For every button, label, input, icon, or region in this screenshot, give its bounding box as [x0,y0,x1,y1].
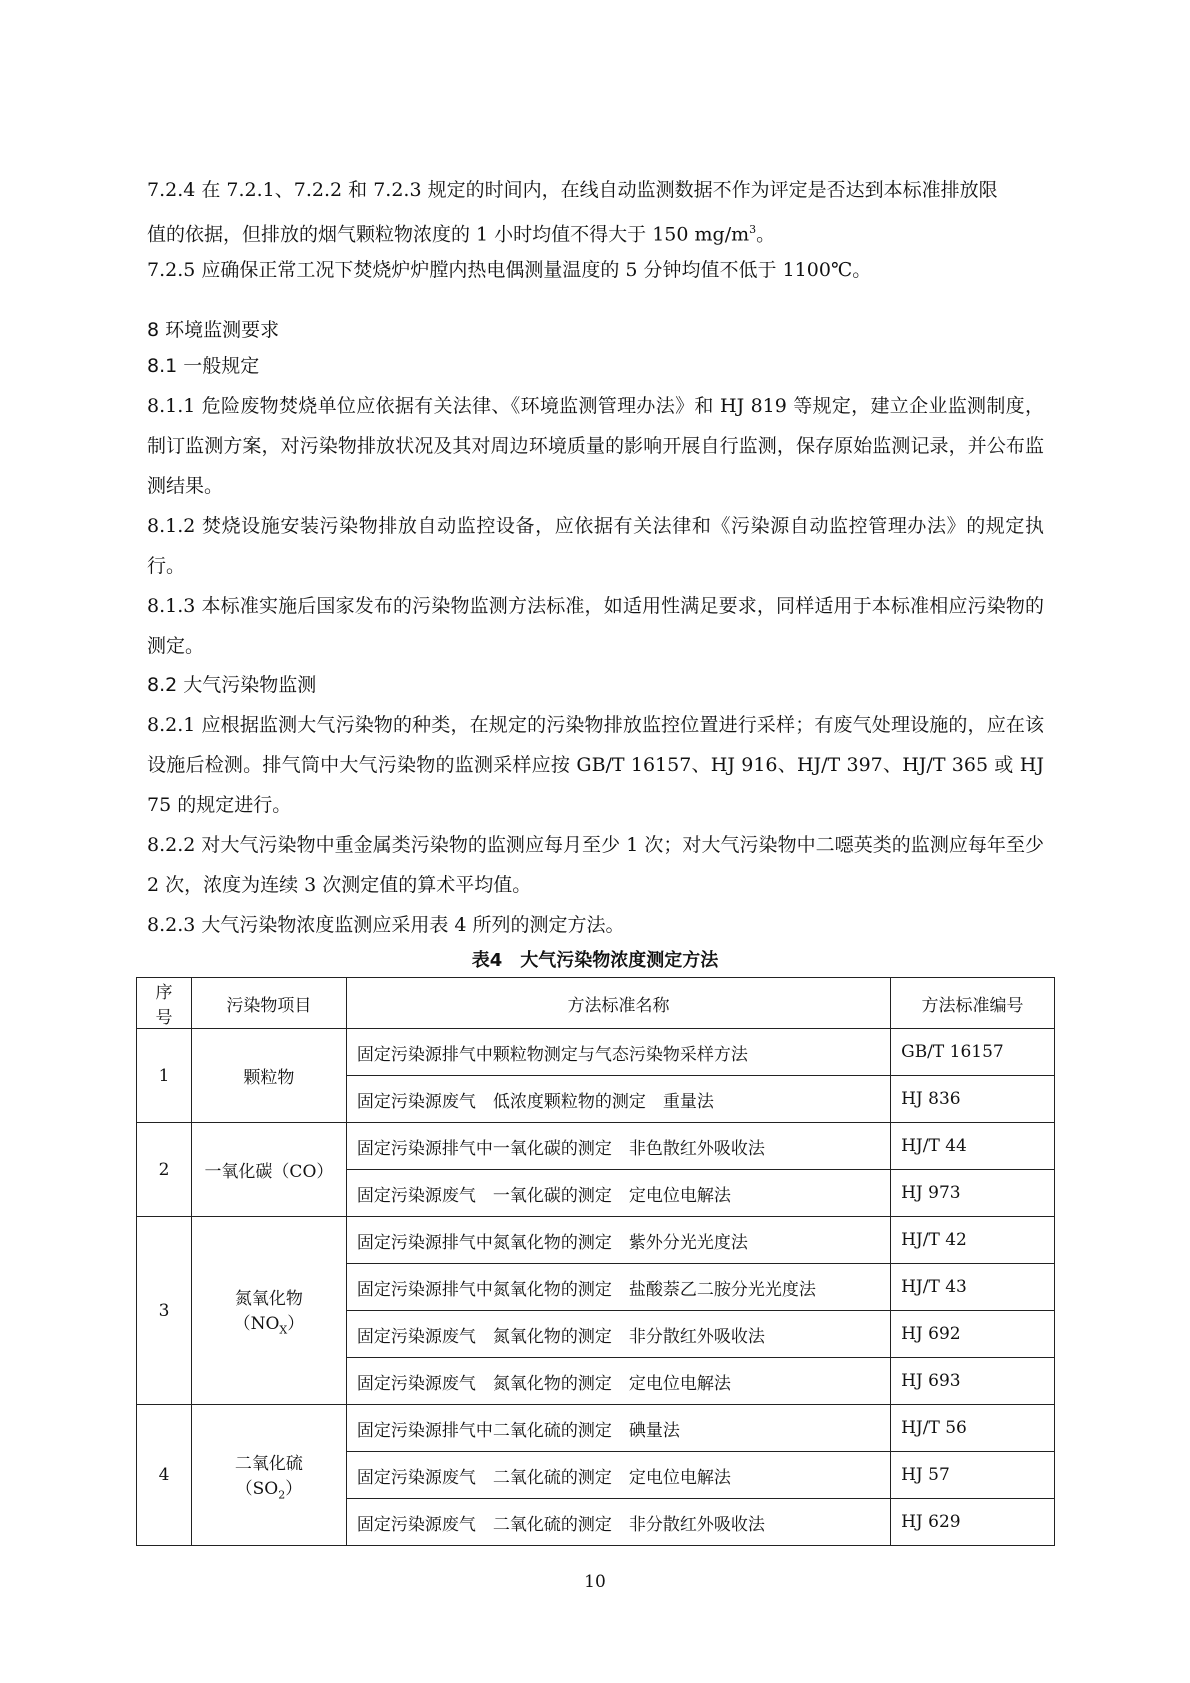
item-text: 二氧化硫（SO [234,1453,303,1499]
header-item: 污染物项目 [191,978,346,1029]
item-text-end: ） [287,1314,305,1335]
cell-no: 4 [137,1405,192,1546]
section-heading-8-1: 8.1 一般规定 [147,355,260,377]
header-method-name: 方法标准名称 [346,978,890,1029]
paragraph-7-2-4-text: 值的依据，但排放的烟气颗粒物浓度的 1 小时均值不得大于 150 mg/m [147,223,750,246]
table-row [137,1405,1055,1452]
item-subscript: 2 [278,1488,286,1502]
section-heading-8: 8 环境监测要求 [147,319,280,341]
cell-method-code: HJ 836 [891,1076,1055,1123]
cell-method-code: HJ 57 [891,1452,1055,1499]
cell-method-name: 固定污染源排气中氮氧化物的测定 紫外分光光度法 [346,1217,890,1264]
cell-method-code: HJ 692 [891,1311,1055,1358]
paragraph-8-2-2: 8.2.2 对大气污染物中重金属类污染物的监测应每月至少 1 次；对大气污染物中二噁英类的监测应每年至少 2 次，浓度为连续 3 次测定值的算术平均值。 [147,834,1044,896]
cell-item: 颗粒物 [191,1029,346,1123]
cell-method-code: HJ/T 56 [891,1405,1055,1452]
table-row [137,1029,1055,1076]
cell-method-name: 固定污染源废气 二氧化硫的测定 非分散红外吸收法 [346,1499,890,1546]
cell-method-name: 固定污染源排气中颗粒物测定与气态污染物采样方法 [346,1029,890,1076]
cell-method-code: HJ/T 42 [891,1217,1055,1264]
cell-method-code: HJ 693 [891,1358,1055,1405]
cell-item [191,1217,346,1405]
paragraph-8-1-2: 8.1.2 焚烧设施安装污染物排放自动监控设备，应依据有关法律和《污染源自动监控管理办法》的规定执行。 [147,515,1044,577]
paragraph-8-2-1: 8.2.1 应根据监测大气污染物的种类，在规定的污染物排放监控位置进行采样；有废气处理设施的，应在该设施后检测。排气筒中大气污染物的监测采样应按 GB/T 16157、HJ 916、HJ/T 397、HJ/T 365 或 HJ 75 的规定进行。 [147,714,1044,816]
item-subscript: X [279,1323,288,1337]
cell-method-code: HJ/T 44 [891,1123,1055,1170]
item-text: 氮氧化物（NO [233,1289,303,1335]
table-row [137,1123,1055,1170]
paragraph-7-2-4-line1: 7.2.4 在 7.2.1、7.2.2 和 7.2.3 规定的时间内，在线自动监测数据不作为评定是否达到本标准排放限 [147,179,998,201]
paragraph-8-1-3: 8.1.3 本标准实施后国家发布的污染物监测方法标准，如适用性满足要求，同样适用于本标准相应污染物的测定。 [147,595,1044,657]
cell-method-name: 固定污染源废气 氮氧化物的测定 非分散红外吸收法 [346,1311,890,1358]
header-no: 序号 [137,978,192,1029]
cell-no: 3 [137,1217,192,1405]
item-text-end: ） [285,1478,303,1499]
method-table [136,977,1055,1546]
cell-item: 一氧化碳（CO） [191,1123,346,1217]
cell-method-name: 固定污染源排气中一氧化碳的测定 非色散红外吸收法 [346,1123,890,1170]
cell-method-name: 固定污染源废气 二氧化硫的测定 定电位电解法 [346,1452,890,1499]
cell-method-code: HJ/T 43 [891,1264,1055,1311]
cell-method-code: GB/T 16157 [891,1029,1055,1076]
cell-method-name: 固定污染源废气 一氧化碳的测定 定电位电解法 [346,1170,890,1217]
table-caption: 表4 大气污染物浓度测定方法 [471,950,719,971]
section-heading-8-2: 8.2 大气污染物监测 [147,674,317,696]
cell-method-name: 固定污染源排气中氮氧化物的测定 盐酸萘乙二胺分光光度法 [346,1264,890,1311]
paragraph-8-2-3: 8.2.3 大气污染物浓度监测应采用表 4 所列的测定方法。 [147,914,625,936]
cell-item [191,1405,346,1546]
paragraph-7-2-5: 7.2.5 应确保正常工况下焚烧炉炉膛内热电偶测量温度的 5 分钟均值不低于 1100℃。 [147,259,872,281]
page-number: 10 [584,1572,606,1592]
superscript-3: 3 [749,223,757,236]
cell-no: 2 [137,1123,192,1217]
cell-method-name: 固定污染源废气 氮氧化物的测定 定电位电解法 [346,1358,890,1405]
cell-method-name: 固定污染源排气中二氧化硫的测定 碘量法 [346,1405,890,1452]
cell-method-code: HJ 973 [891,1170,1055,1217]
header-method-code: 方法标准编号 [891,978,1055,1029]
table-row [137,1217,1055,1264]
paragraph-7-2-4-end: 。 [756,223,776,246]
paragraph-8-1-1: 8.1.1 危险废物焚烧单位应依据有关法律、《环境监测管理办法》和 HJ 819 等规定，建立企业监测制度，制订监测方案，对污染物排放状况及其对周边环境质量的影响开展自行监测，保存原始监测记录，并公布监测结果。 [147,395,1044,497]
cell-method-name: 固定污染源废气 低浓度颗粒物的测定 重量法 [346,1076,890,1123]
cell-no: 1 [137,1029,192,1123]
paragraph-7-2-4-line2 [147,210,1044,254]
table-header-row [137,978,1055,1029]
cell-method-code: HJ 629 [891,1499,1055,1546]
